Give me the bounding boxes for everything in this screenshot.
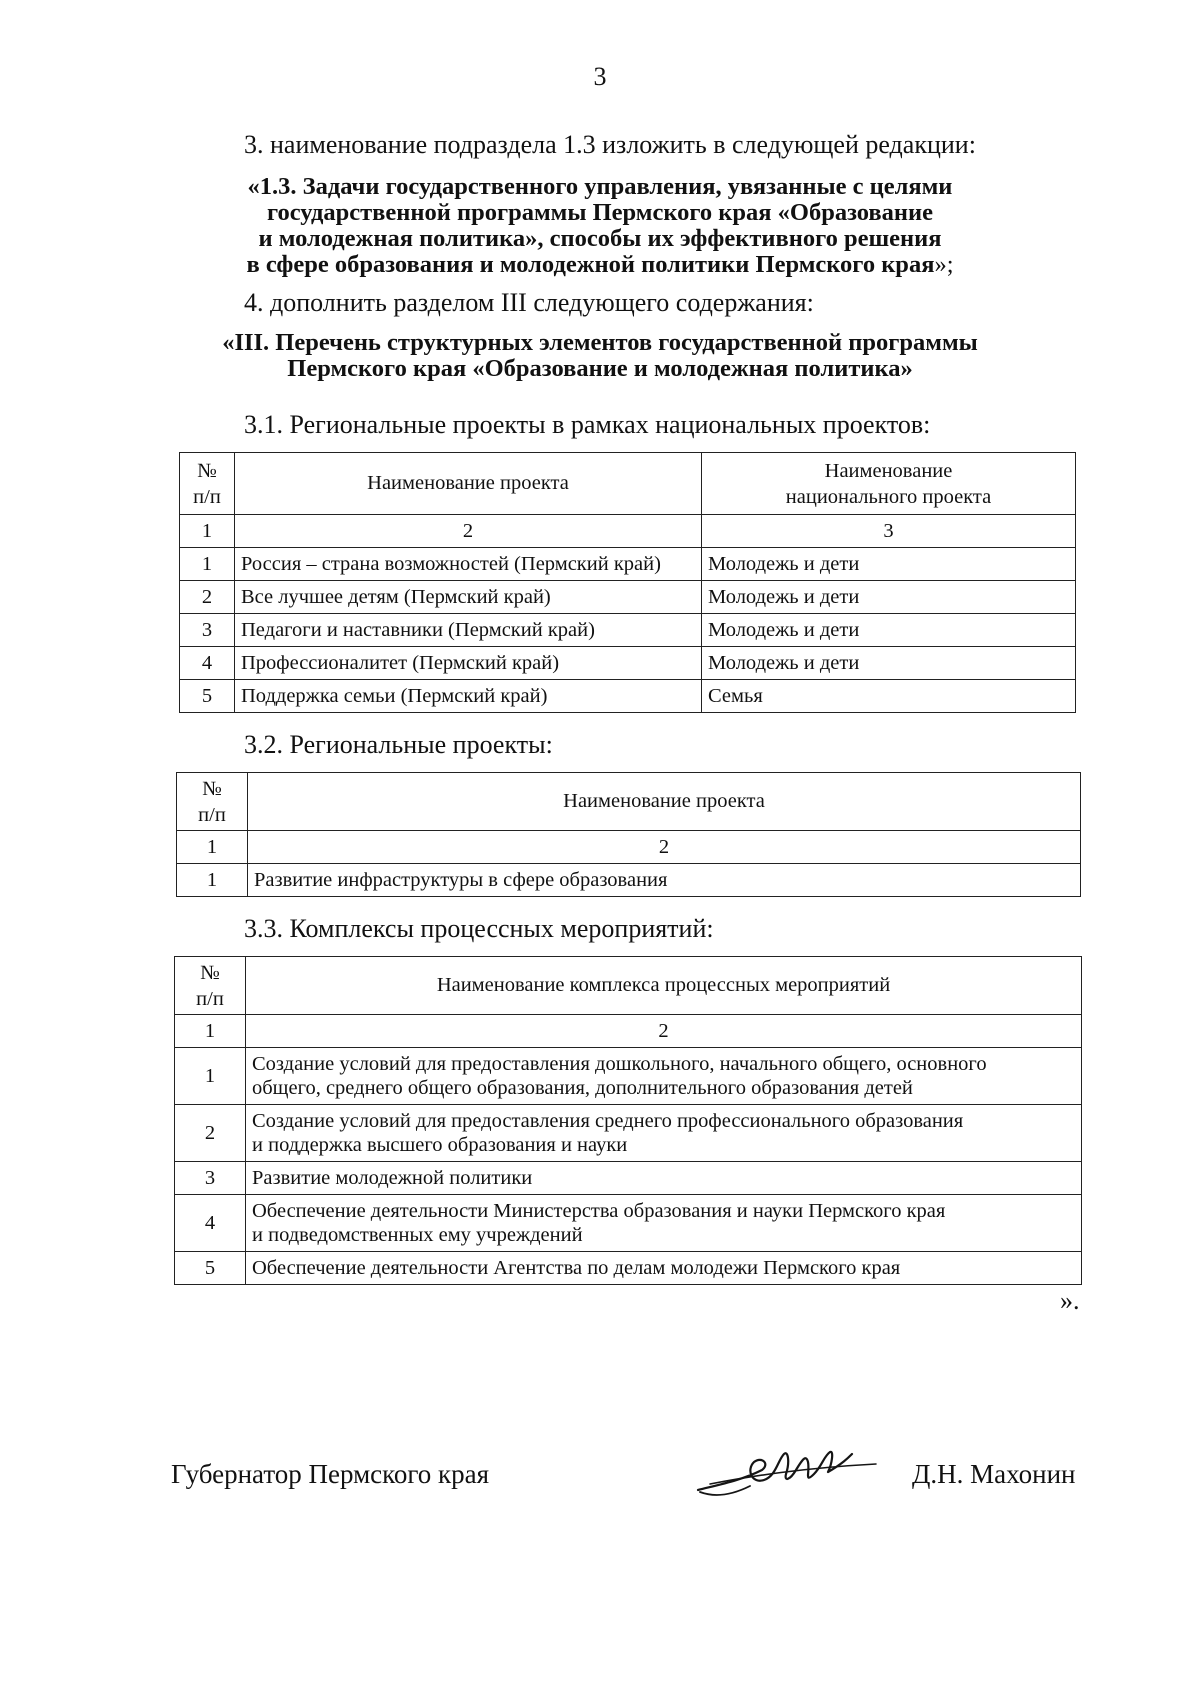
row-name-line: Обеспечение деятельности Агентства по делам молодежи Пермского края xyxy=(252,1257,901,1279)
row-name-line: Создание условий для предоставления среднего профессионального образования xyxy=(252,1110,964,1132)
row-name xyxy=(246,1252,1082,1285)
row-name: Поддержка семьи (Пермский край) xyxy=(235,680,702,713)
section-3-1-title: 3.1. Региональные проекты в рамках национальных проектов: xyxy=(244,410,931,439)
table-row xyxy=(180,614,1076,647)
row-name: Профессионалитет (Пермский край) xyxy=(235,647,702,680)
row-name: Педагоги и наставники (Пермский край) xyxy=(235,614,702,647)
row-name-line: Создание условий для предоставления дошкольного, начального общего, основного xyxy=(252,1053,987,1075)
table-row xyxy=(177,864,1081,897)
signature-stroke xyxy=(698,1452,852,1490)
header-num-line: № xyxy=(200,961,220,984)
row-name: Все лучшее детям (Пермский край) xyxy=(235,581,702,614)
row-num: 4 xyxy=(175,1195,246,1252)
row-num: 5 xyxy=(180,680,235,713)
row-num: 1 xyxy=(180,548,235,581)
table-row xyxy=(180,581,1076,614)
row-name xyxy=(246,1162,1082,1195)
table-row xyxy=(180,647,1076,680)
item-3-heading-line: в сфере образования и молодежной политики Пермского края xyxy=(246,251,935,278)
table-row xyxy=(175,1195,1082,1252)
index-cell: 1 xyxy=(175,1015,246,1048)
row-name-line: общего, среднего общего образования, дополнительного образования детей xyxy=(252,1077,913,1099)
item-3-heading-line: и молодежная политика», способы их эффективного решения xyxy=(258,225,942,252)
header-num xyxy=(177,773,248,831)
row-national: Молодежь и дети xyxy=(702,581,1076,614)
item-3-heading xyxy=(0,174,1200,278)
row-num: 1 xyxy=(175,1048,246,1105)
row-name xyxy=(246,1195,1082,1252)
table-row xyxy=(180,680,1076,713)
section-3-3-title: 3.3. Комплексы процессных мероприятий: xyxy=(244,914,714,943)
header-num-line: п/п xyxy=(196,987,224,1010)
row-name-line: и подведомственных ему учреждений xyxy=(252,1224,583,1246)
item-3-heading-line: «1.3. Задачи государственного управления, увязанные с целями xyxy=(247,173,953,200)
row-national: Молодежь и дети xyxy=(702,647,1076,680)
item-4-heading xyxy=(0,330,1200,382)
table-process-complexes xyxy=(174,956,1082,1285)
table-index-row xyxy=(177,831,1081,864)
item-3-heading-line: государственной программы Пермского края «Образование xyxy=(266,199,934,226)
index-cell: 2 xyxy=(246,1015,1082,1048)
row-national: Семья xyxy=(702,680,1076,713)
table-row xyxy=(175,1252,1082,1285)
table-index-row xyxy=(175,1015,1082,1048)
row-name: Россия – страна возможностей (Пермский край) xyxy=(235,548,702,581)
item-4-heading-line: «III. Перечень структурных элементов государственной программы xyxy=(222,329,978,356)
header-name: Наименование проекта xyxy=(248,773,1081,831)
header-num-line: п/п xyxy=(193,485,221,508)
row-name: Развитие инфраструктуры в сфере образования xyxy=(248,864,1081,897)
row-num: 4 xyxy=(180,647,235,680)
closing-quote: ». xyxy=(1060,1286,1080,1315)
handwritten-signature xyxy=(692,1440,882,1500)
item-4-heading-line: Пермского края «Образование и молодежная политика» xyxy=(287,355,913,382)
item-3-text: 3. наименование подраздела 1.3 изложить в следующей редакции: xyxy=(244,130,976,159)
row-num: 2 xyxy=(175,1105,246,1162)
header-national-line: Наименование xyxy=(824,459,953,482)
header-national xyxy=(702,453,1076,515)
table-row xyxy=(175,1105,1082,1162)
index-cell: 1 xyxy=(180,515,235,548)
header-name: Наименование проекта xyxy=(235,453,702,515)
section-3-2-title: 3.2. Региональные проекты: xyxy=(244,730,553,759)
row-national: Молодежь и дети xyxy=(702,614,1076,647)
item-3-heading-line-last xyxy=(0,252,1200,278)
index-cell: 3 xyxy=(702,515,1076,548)
row-num: 3 xyxy=(175,1162,246,1195)
table-row xyxy=(175,1048,1082,1105)
row-name xyxy=(246,1105,1082,1162)
signatory-name: Д.Н. Махонин xyxy=(912,1459,1076,1489)
row-national: Молодежь и дети xyxy=(702,548,1076,581)
index-cell: 2 xyxy=(248,831,1081,864)
table-regional-projects xyxy=(176,772,1081,897)
header-national-line: национального проекта xyxy=(785,485,992,508)
row-name-line: Развитие молодежной политики xyxy=(252,1167,533,1189)
row-num: 3 xyxy=(180,614,235,647)
table-row xyxy=(180,548,1076,581)
item-4-text: 4. дополнить разделом III следующего содержания: xyxy=(244,288,814,317)
header-num-line: № xyxy=(202,777,222,800)
page-number: 3 xyxy=(593,62,607,91)
index-cell: 2 xyxy=(235,515,702,548)
header-num xyxy=(175,957,246,1015)
heading-end-mark: »; xyxy=(934,251,954,278)
row-name xyxy=(246,1048,1082,1105)
table-regional-national-projects xyxy=(179,452,1076,713)
header-name: Наименование комплекса процессных мероприятий xyxy=(246,957,1082,1015)
header-num-line: п/п xyxy=(198,803,226,826)
row-num: 2 xyxy=(180,581,235,614)
header-num xyxy=(180,453,235,515)
signatory-title: Губернатор Пермского края xyxy=(171,1459,490,1489)
table-index-row xyxy=(180,515,1076,548)
table-row xyxy=(175,1162,1082,1195)
index-cell: 1 xyxy=(177,831,248,864)
row-num: 5 xyxy=(175,1252,246,1285)
row-num: 1 xyxy=(177,864,248,897)
row-name-line: и поддержка высшего образования и науки xyxy=(252,1134,628,1156)
header-num-line: № xyxy=(197,459,217,482)
row-name-line: Обеспечение деятельности Министерства образования и науки Пермского края xyxy=(252,1200,946,1222)
